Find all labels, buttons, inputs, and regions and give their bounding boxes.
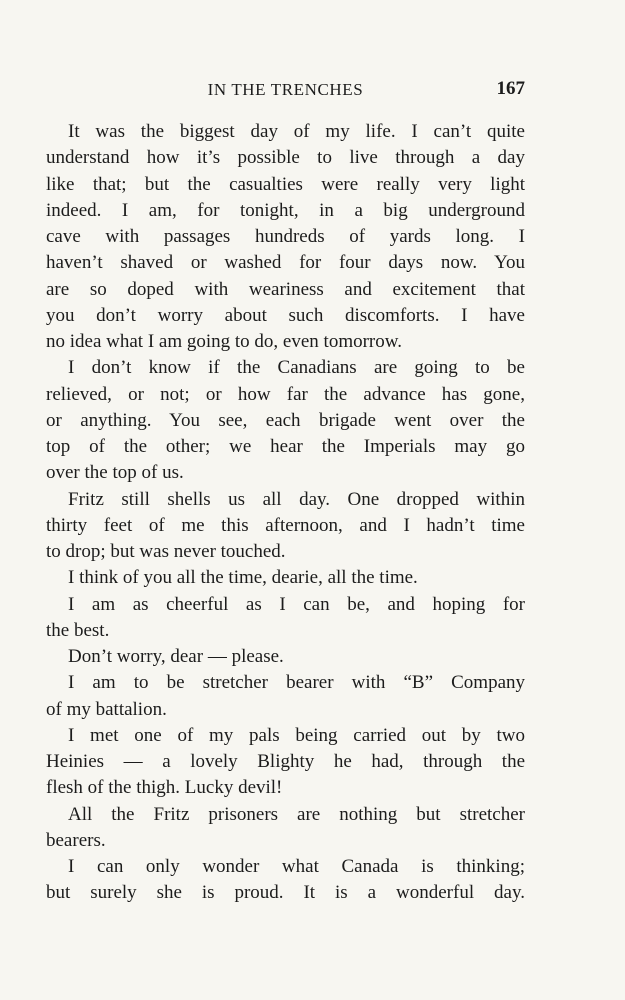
text-line: I am to be stretcher bearer with “B” Company	[68, 672, 525, 694]
body-text	[46, 119, 525, 907]
text-line: or anything. You see, each brigade went over the	[46, 409, 525, 431]
text-line: over the top of us.	[46, 462, 184, 484]
text-line: relieved, or not; or how far the advance has gone,	[46, 383, 525, 405]
page-number: 167	[496, 78, 525, 99]
text-line: you don’t worry about such discomforts. I have	[46, 304, 525, 326]
running-head	[46, 76, 525, 104]
text-line: top of the other; we hear the Imperials may go	[46, 436, 525, 457]
text-line: thirty feet of me this afternoon, and I hadn’t time	[46, 514, 525, 536]
text-line: I can only wonder what Canada is thinking;	[68, 856, 525, 877]
text-line: to drop; but was never touched.	[46, 541, 286, 562]
text-line: I don’t know if the Canadians are going to be	[68, 357, 525, 379]
text-line: the best.	[46, 619, 110, 641]
text-line: I am as cheerful as I can be, and hoping for	[68, 593, 525, 615]
text-line: All the Fritz prisoners are nothing but stretcher	[68, 803, 525, 825]
text-line: haven’t shaved or washed for four days now. You	[46, 252, 525, 274]
text-line: indeed. I am, for tonight, in a big underground	[46, 199, 525, 221]
text-line: Don’t worry, dear — please.	[68, 646, 284, 667]
text-line: like that; but the casualties were really very light	[46, 173, 525, 195]
text-line: Fritz still shells us all day. One dropped within	[68, 488, 525, 510]
text-line: I think of you all the time, dearie, all the time.	[68, 567, 418, 589]
text-line: I met one of my pals being carried out by two	[68, 724, 525, 746]
text-line: It was the biggest day of my life. I can’t quite	[68, 121, 525, 142]
text-line: flesh of the thigh. Lucky devil!	[46, 777, 283, 799]
text-line: Heinies — a lovely Blighty he had, through the	[46, 751, 525, 772]
text-line: of my battalion.	[46, 698, 167, 720]
text-line: but surely she is proud. It is a wonderful day.	[46, 882, 525, 904]
text-line: understand how it’s possible to live through a day	[46, 147, 525, 169]
text-line: no idea what I am going to do, even tomorrow.	[46, 331, 402, 352]
text-line: bearers.	[46, 829, 106, 851]
text-line: are so doped with weariness and excitement that	[46, 278, 525, 300]
running-title: IN THE TRENCHES	[207, 80, 364, 99]
text-line: cave with passages hundreds of yards long. I	[46, 226, 525, 247]
